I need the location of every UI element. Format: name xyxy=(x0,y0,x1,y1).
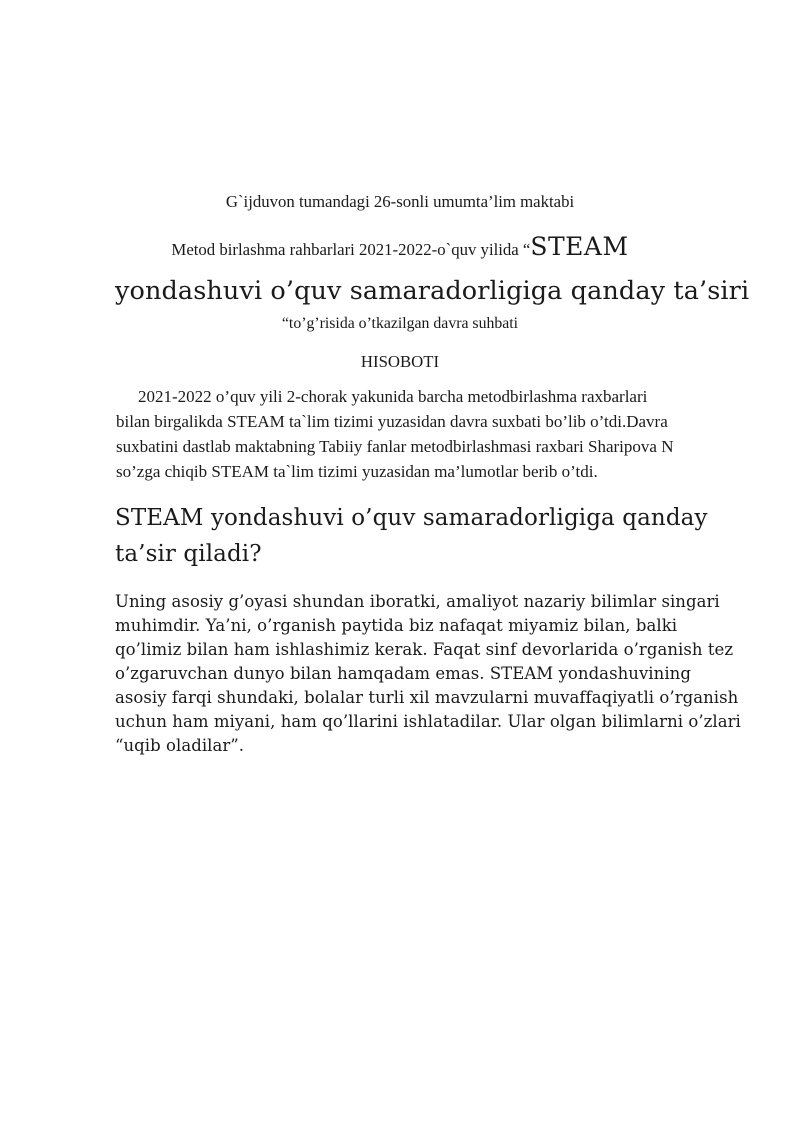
report-label: HISOBOTI xyxy=(360,352,440,371)
section-body-line: o’zgaruvchan dunyo bilan hamqadam emas. STEAM yondashuvining xyxy=(115,664,691,683)
section-heading-line: ta’sir qiladi? xyxy=(115,541,262,567)
section-body-line: muhimdir. Ya’ni, o’rganish paytida biz nafaqat miyamiz bilan, balki xyxy=(115,616,678,635)
section-body-line: uchun ham miyani, ham qo’llarini ishlatadilar. Ular olgan bilimlarni o’zlari xyxy=(115,712,741,731)
title-steam-word: STEAM xyxy=(530,232,629,261)
intro-paragraph-line: 2021-2022 o’quv yili 2-chorak yakunida barcha metodbirlashma raxbarlari xyxy=(138,387,648,406)
section-body-line: “uqib oladilar”. xyxy=(115,736,245,755)
intro-paragraph-line: suxbatini dastlab maktabning Tabiiy fanlar metodbirlashmasi raxbari Sharipova N xyxy=(116,437,674,456)
section-heading-line: STEAM yondashuvi o’quv samaradorligiga qanday xyxy=(115,505,708,531)
school-name: G`ijduvon tumandagi 26-sonli umumta’lim maktabi xyxy=(225,192,575,211)
title-line-1 xyxy=(0,232,800,261)
section-body-line: Uning asosiy g’oyasi shundan iboratki, amaliyot nazariy bilimlar singari xyxy=(115,592,720,611)
intro-paragraph-line: bilan birgalikda STEAM ta`lim tizimi yuzasidan davra suxbati bo’lib o’tdi.Davra xyxy=(116,412,668,431)
section-body-line: asosiy farqi shundaki, bolalar turli xil mavzularni muvaffaqiyatli o’rganish xyxy=(115,688,739,707)
title-line-3: “to’g’risida o’tkazilgan davra suhbati xyxy=(281,315,519,332)
title-intro: Metod birlashma rahbarlari 2021-2022-o`quv yilida “ xyxy=(171,240,531,259)
section-body-line: qo’limiz bilan ham ishlashimiz kerak. Faqat sinf devorlarida o’rganish tez xyxy=(115,640,734,659)
title-line-2: yondashuvi o’quv samaradorligiga qanday ta’siri xyxy=(115,276,750,306)
intro-paragraph-line: so’zga chiqib STEAM ta`lim tizimi yuzasidan ma’lumotlar berib o’tdi. xyxy=(116,462,598,481)
